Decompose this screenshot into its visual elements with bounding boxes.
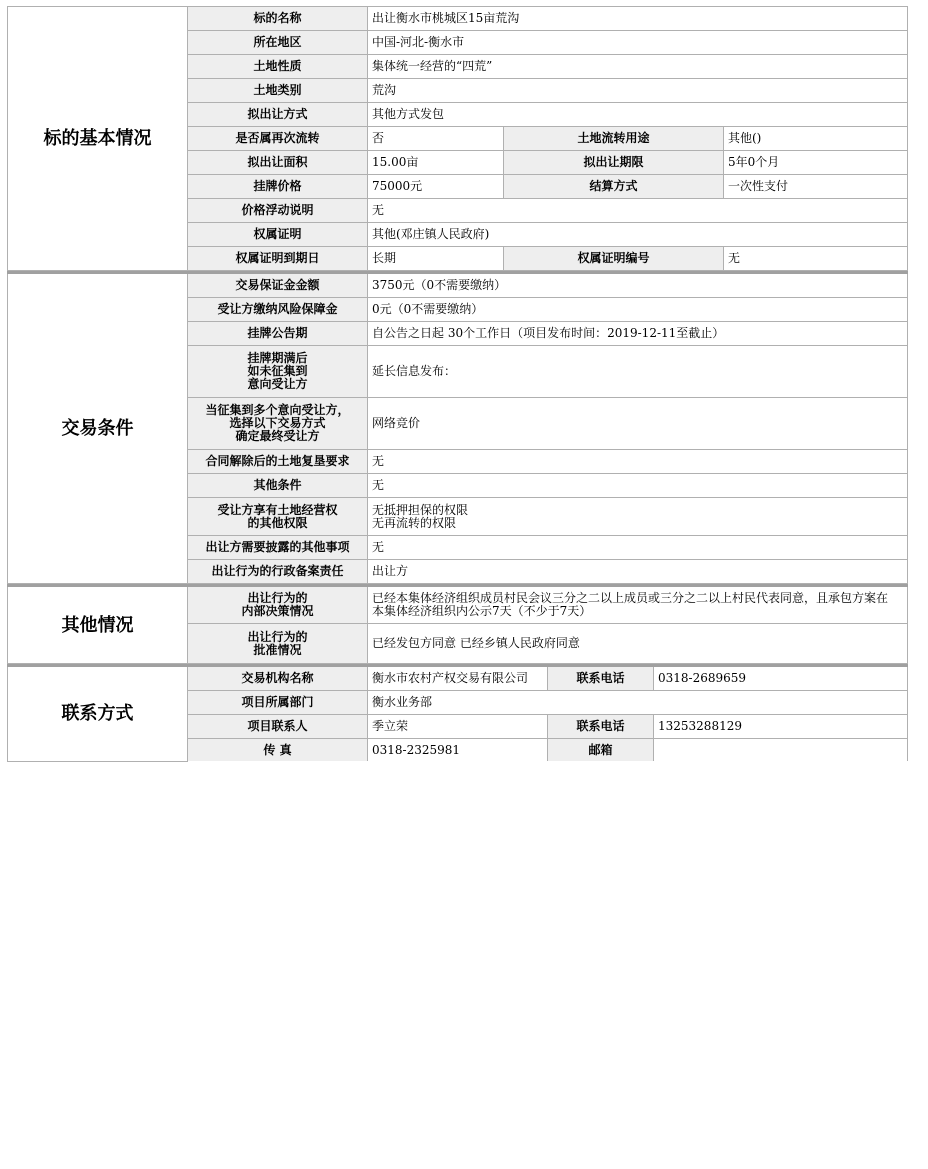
- label-cert-no: 权属证明编号: [504, 247, 724, 271]
- value-other: 无: [368, 474, 908, 498]
- value-no-bidder: 延长信息发布：: [368, 346, 908, 398]
- value-decision: 已经本集体经济组织成员村民会议三分之二以上成员或三分之二以上村民代表同意，且承包方案在 本集体经济组织内公示7天（不少于7天）: [368, 586, 908, 624]
- value-price: 75000元: [368, 175, 504, 199]
- value-use: 其他(): [724, 127, 908, 151]
- value-approval: 已经发包方同意 已经乡镇人民政府同意: [368, 624, 908, 664]
- value-person: 季立荣: [368, 715, 548, 739]
- label-no-bidder: 挂牌期满后 如未征集到 意向受让方: [188, 346, 368, 398]
- value-area: 15.00亩: [368, 151, 504, 175]
- other-situation-table: [7, 584, 908, 664]
- value-retransfer: 否: [368, 127, 504, 151]
- label-area: 拟出让面积: [188, 151, 368, 175]
- label-term: 拟出让期限: [504, 151, 724, 175]
- label-reclaim: 合同解除后的土地复垦要求: [188, 450, 368, 474]
- label-person: 项目联系人: [188, 715, 368, 739]
- value-cert-expiry: 长期: [368, 247, 504, 271]
- value-phone1: 0318-2689659: [654, 666, 908, 691]
- listing-document: [7, 6, 907, 762]
- value-rights: 无抵押担保的权限 无再流转的权限: [368, 498, 908, 536]
- label-dept: 项目所属部门: [188, 691, 368, 715]
- value-fax: 0318-2325981: [368, 739, 548, 762]
- value-risk: 0元（0不需要缴纳）: [368, 298, 908, 322]
- value-filing: 出让方: [368, 560, 908, 584]
- value-disclose: 无: [368, 536, 908, 560]
- label-cert-expiry: 权属证明到期日: [188, 247, 368, 271]
- label-approval: 出让行为的 批准情况: [188, 624, 368, 664]
- value-multi: 网络竞价: [368, 398, 908, 450]
- label-multi: 当征集到多个意向受让方， 选择以下交易方式 确定最终受让方: [188, 398, 368, 450]
- label-disclose: 出让方需要披露的其他事项: [188, 536, 368, 560]
- value-period: 自公告之日起 30个工作日（项目发布时间：2019-12-11至截止）: [368, 322, 908, 346]
- label-name: 标的名称: [188, 7, 368, 31]
- value-cert-no: 无: [724, 247, 908, 271]
- value-name: 出让衡水市桃城区15亩荒沟: [368, 7, 908, 31]
- value-org: 衡水市农村产权交易有限公司: [368, 666, 548, 691]
- section-title-basic: 标的基本情况: [8, 7, 188, 271]
- label-period: 挂牌公告期: [188, 322, 368, 346]
- basic-info-table: [7, 6, 908, 271]
- value-category: 荒沟: [368, 79, 908, 103]
- value-nature: 集体统一经营的“四荒”: [368, 55, 908, 79]
- section-title-contact: 联系方式: [8, 666, 188, 762]
- trade-conditions-table: [7, 271, 908, 584]
- value-dept: 衡水业务部: [368, 691, 908, 715]
- value-mail: [654, 739, 908, 762]
- label-nature: 土地性质: [188, 55, 368, 79]
- label-category: 土地类别: [188, 79, 368, 103]
- contact-table: [7, 664, 908, 762]
- label-cert: 权属证明: [188, 223, 368, 247]
- label-decision: 出让行为的 内部决策情况: [188, 586, 368, 624]
- label-settle: 结算方式: [504, 175, 724, 199]
- value-float: 无: [368, 199, 908, 223]
- label-org: 交易机构名称: [188, 666, 368, 691]
- label-other: 其他条件: [188, 474, 368, 498]
- value-settle: 一次性支付: [724, 175, 908, 199]
- value-deposit: 3750元（0不需要缴纳）: [368, 273, 908, 298]
- label-retransfer: 是否属再次流转: [188, 127, 368, 151]
- label-deposit: 交易保证金金额: [188, 273, 368, 298]
- label-use: 土地流转用途: [504, 127, 724, 151]
- label-float: 价格浮动说明: [188, 199, 368, 223]
- value-reclaim: 无: [368, 450, 908, 474]
- value-region: 中国-河北-衡水市: [368, 31, 908, 55]
- label-risk: 受让方缴纳风险保障金: [188, 298, 368, 322]
- label-mail: 邮箱: [548, 739, 654, 762]
- label-rights: 受让方享有土地经营权 的其他权限: [188, 498, 368, 536]
- value-phone2: 13253288129: [654, 715, 908, 739]
- label-fax: 传 真: [188, 739, 368, 762]
- value-term: 5年0个月: [724, 151, 908, 175]
- value-cert: 其他(邓庄镇人民政府): [368, 223, 908, 247]
- label-region: 所在地区: [188, 31, 368, 55]
- label-phone1: 联系电话: [548, 666, 654, 691]
- section-title-trade: 交易条件: [8, 273, 188, 584]
- value-method: 其他方式发包: [368, 103, 908, 127]
- label-filing: 出让行为的行政备案责任: [188, 560, 368, 584]
- label-price: 挂牌价格: [188, 175, 368, 199]
- label-phone2: 联系电话: [548, 715, 654, 739]
- section-title-other: 其他情况: [8, 586, 188, 664]
- label-method: 拟出让方式: [188, 103, 368, 127]
